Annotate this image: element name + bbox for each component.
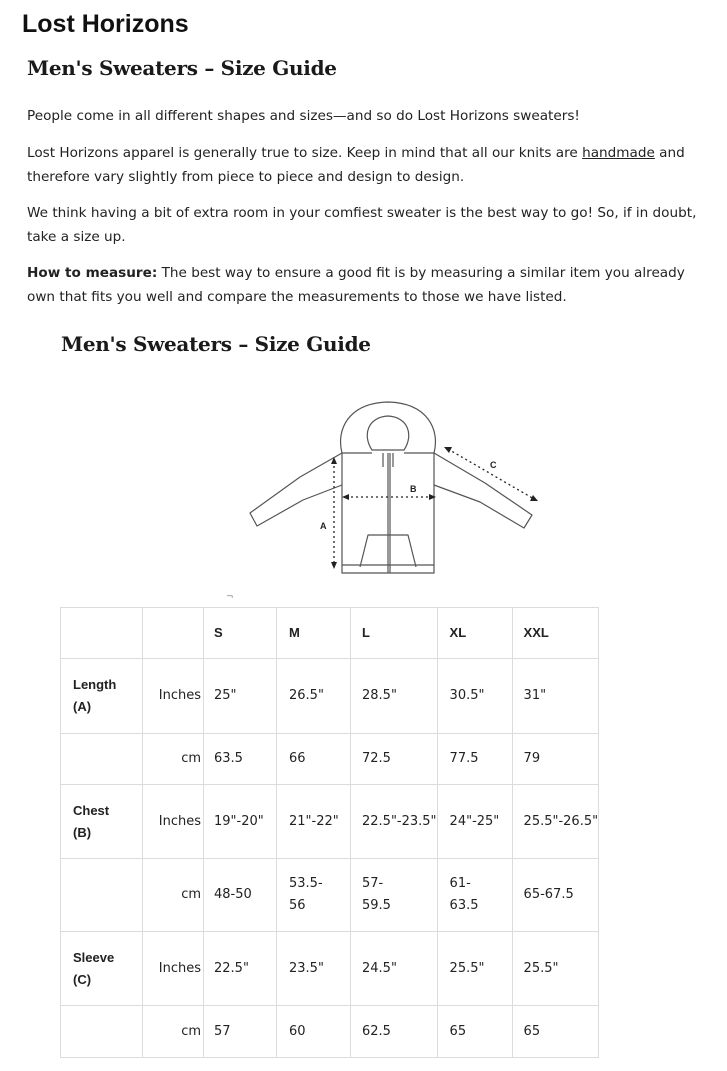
page-title: Men's Sweaters – Size Guide — [27, 56, 337, 80]
value-cell: 30.5" — [437, 659, 512, 734]
table-row — [61, 734, 599, 785]
label-c: C — [490, 460, 497, 470]
value-cell: 19"-20" — [204, 785, 277, 859]
header-size-xl: XL — [437, 608, 512, 659]
value-cell: 25.5" — [437, 932, 512, 1006]
table-row — [61, 859, 599, 932]
value-cell: 25.5" — [512, 932, 599, 1006]
size-table — [60, 607, 599, 1058]
unit-cell: cm — [143, 734, 204, 785]
value-cell: 25" — [204, 659, 277, 734]
measure-name: Length — [73, 677, 117, 692]
value-line: 61- — [449, 876, 471, 891]
intro-paragraph-1: People come in all different shapes and sizes—and so do Lost Horizons sweaters! — [27, 108, 580, 124]
value-cell: 48-50 — [204, 859, 277, 932]
unit-cell: Inches — [143, 932, 204, 1006]
value-cell: 65-67.5 — [512, 859, 599, 932]
value-line: 63.5 — [449, 898, 479, 913]
handmade-link[interactable]: handmade — [582, 145, 655, 161]
hood-inner — [367, 416, 409, 450]
value-cell — [351, 859, 438, 932]
value-cell: 63.5 — [204, 734, 277, 785]
value-cell: 28.5" — [351, 659, 438, 734]
header-size-s: S — [204, 608, 277, 659]
value-cell — [277, 859, 351, 932]
table-row — [61, 659, 599, 734]
header-cell — [143, 608, 204, 659]
table-row — [61, 1006, 599, 1058]
unit-cell: Inches — [143, 785, 204, 859]
value-cell: 57 — [204, 1006, 277, 1058]
measure-cell — [61, 932, 143, 1006]
value-cell: 26.5" — [277, 659, 351, 734]
value-line: 59.5 — [362, 898, 391, 913]
hoodie-measurement-diagram — [240, 395, 550, 580]
stray-mark: ¬ — [226, 592, 234, 602]
right-sleeve — [434, 453, 532, 528]
intro-paragraph-2-text: Lost Horizons apparel is generally true to size. Keep in mind that all our knits are — [27, 145, 583, 161]
hood-outline — [341, 402, 436, 453]
value-cell: 21"-22" — [277, 785, 351, 859]
measure-cell — [61, 785, 143, 859]
intro-paragraph-2 — [27, 141, 717, 189]
measure-name: Sleeve — [73, 949, 115, 965]
value-cell: 31" — [512, 659, 599, 734]
measure-cell — [61, 859, 143, 932]
unit-cell: cm — [143, 1006, 204, 1058]
value-cell: 66 — [277, 734, 351, 785]
measure-code: (B) — [73, 824, 92, 840]
size-guide-title: Men's Sweaters – Size Guide — [61, 332, 371, 356]
value-cell: 62.5 — [351, 1006, 438, 1058]
header-cell — [61, 608, 143, 659]
brand-name: Lost Horizons — [22, 10, 189, 38]
value-cell: 22.5" — [204, 932, 277, 1006]
table-row — [61, 932, 599, 1006]
unit-cell: cm — [143, 859, 204, 932]
measure-code: (A) — [73, 699, 92, 714]
label-b: B — [410, 484, 417, 494]
value-cell: 25.5"-26.5" — [512, 785, 599, 859]
value-cell: 22.5"-23.5" — [351, 785, 438, 859]
value-cell: 65 — [512, 1006, 599, 1058]
value-cell: 60 — [277, 1006, 351, 1058]
value-cell: 23.5" — [277, 932, 351, 1006]
value-cell — [437, 859, 512, 932]
measure-cell — [61, 1006, 143, 1058]
value-line: 56 — [289, 898, 306, 913]
intro-paragraph-3: We think having a bit of extra room in your comfiest sweater is the best way to go! So, if in doubt, take a size up. — [27, 205, 697, 245]
value-cell: 65 — [437, 1006, 512, 1058]
value-line: 53.5- — [289, 876, 323, 891]
left-sleeve — [250, 453, 342, 526]
unit-cell: Inches — [143, 659, 204, 734]
how-to-measure-label: How to measure: — [27, 265, 158, 281]
value-cell: 77.5 — [437, 734, 512, 785]
value-cell: 24.5" — [351, 932, 438, 1006]
value-line: 57- — [362, 876, 384, 891]
header-size-m: M — [277, 608, 351, 659]
intro-paragraph-2-text-end: and therefore vary slightly from piece to piece and design to design. — [27, 145, 685, 185]
intro-paragraph-4 — [27, 261, 717, 309]
measure-code: (C) — [73, 971, 92, 987]
header-size-l: L — [351, 608, 438, 659]
table-row — [61, 785, 599, 859]
value-cell: 79 — [512, 734, 599, 785]
value-cell: 24"-25" — [437, 785, 512, 859]
measure-cell — [61, 734, 143, 785]
how-to-measure-text: The best way to ensure a good fit is by measuring a similar item you already own that fits you well and compare the measurements to those we have listed. — [27, 265, 685, 305]
measure-name: Chest — [73, 802, 110, 818]
label-a: A — [320, 521, 327, 531]
table-header-row — [61, 608, 599, 659]
measure-cell — [61, 659, 143, 734]
header-size-xxl: XXL — [512, 608, 599, 659]
measure-line-c — [448, 449, 534, 499]
value-cell: 72.5 — [351, 734, 438, 785]
